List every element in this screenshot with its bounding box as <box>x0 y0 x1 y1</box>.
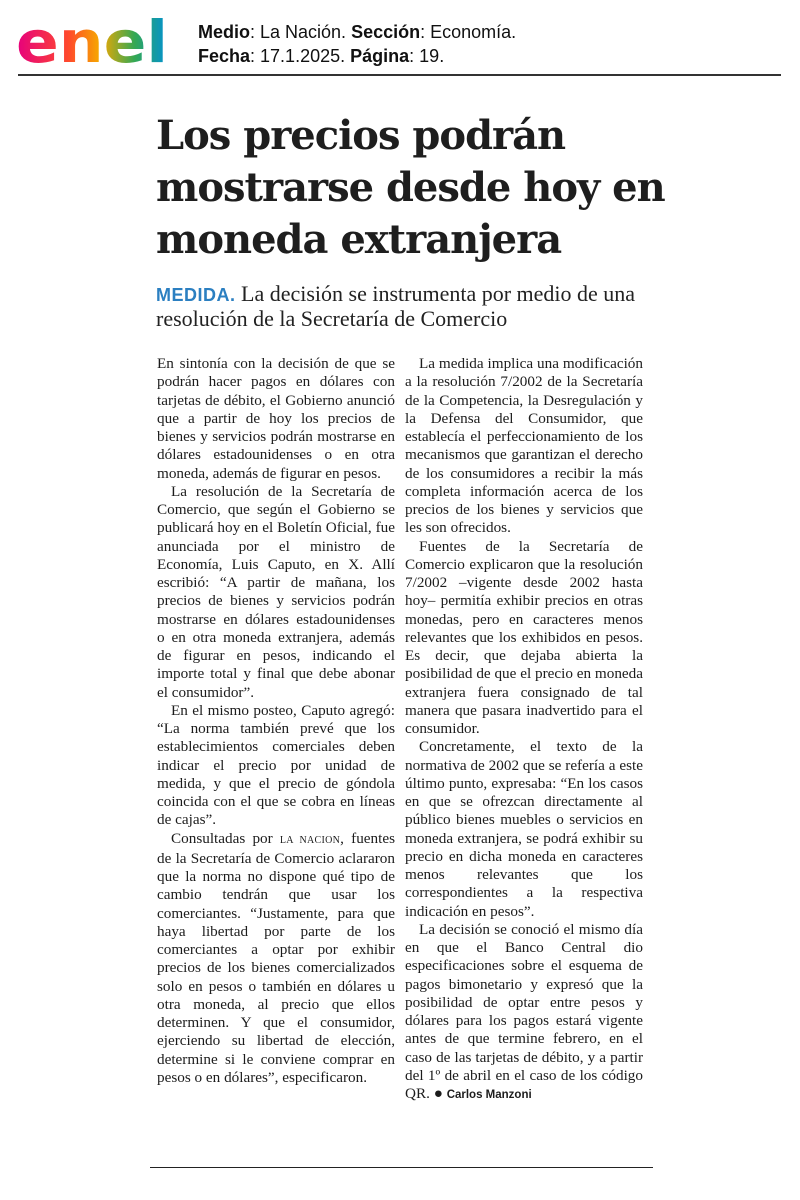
article-deck <box>156 282 676 330</box>
la-nacion-smallcaps: LA NACION <box>279 834 341 846</box>
paragraph <box>157 830 395 1088</box>
paragraph: La resolución de la Secretaría de Comercio, que según el Gobierno se publicará hoy en el Boletín Oficial, fue anunciada por el ministro de Economía, Luis Caputo, en X. Allí escribió: “A partir de mañana, los precios de bienes y servicios podrán mostrarse en dólares estadounidenses o en otra moneda extranjera, además de figurar en pesos, indicando el importe total y final que debe abonar el consumidor”. <box>157 482 395 701</box>
paragraph-start: Consultadas por <box>171 829 273 847</box>
byline-bullet-icon: ● <box>433 1085 443 1102</box>
seccion-value: : Economía. <box>420 22 517 42</box>
paragraph: En sintonía con la decisión de que se podrán hacer pagos en dólares con tarjetas de débito, el Gobierno anunció que a partir de hoy los precios de bienes y servicios podrán mostrarse en dólares estadounidenses o en otra moneda, además de figurar en pesos. <box>157 355 395 482</box>
paragraph: Fuentes de la Secretaría de Comercio explicaron que la resolución 7/2002 –vigente desde 2002 hasta hoy– permitía exhibir precios en otras monedas, pero en caracteres menos relevantes que los exhibidos en pesos. Es decir, que dejaba abierta la posibilidad de que el precio en moneda extranjera fuera consignado de tal manera que pasara inadvertido para el consumidor. <box>405 537 643 737</box>
enel-logo <box>14 8 174 70</box>
medio-value: : La Nación. <box>250 22 347 42</box>
seccion-label: Sección <box>351 22 421 42</box>
clipping-header <box>0 0 800 76</box>
paragraph-text: La decisión se conoció el mismo día en que el Banco Central dio especificaciones sobre el esquema de pagos bimonetario y expresó que la posibilidad de optar entre pesos y dólares para los pagos estará vigente antes de que termine febrero, en el caso de las tarjetas de débito, y a partir del 1º de abril en el caso de los código QR. <box>405 920 643 1102</box>
meta-line-1 <box>198 20 516 44</box>
paragraph-rest: , fuentes de la Secretaría de Comercio aclararon que la norma no dispone qué tipo de cambio tendrán que usar los comerciantes. “Justamente, para que haya libertad por parte de los comerciantes a optar por exhibir precios de los bienes comercializados solo en pesos o también en dólares u otra moneda, al precio que ellos determinen. Y que el consumidor, ejerciendo su libertad de elección, determine si le conviene comprar en pesos o en dólares”, especificaron. <box>157 829 396 1086</box>
header-divider <box>18 74 781 76</box>
paragraph <box>405 921 643 1105</box>
fecha-label: Fecha <box>198 46 251 66</box>
article-column-left <box>157 355 395 1087</box>
meta-line-2 <box>198 44 516 68</box>
svg-text:enel: enel <box>16 8 168 70</box>
paragraph: Concretamente, el texto de la normativa de 2002 que se refería a este último punto, expresaba: “En los casos en que se ofrezcan directamente al público bienes muebles o servicios en moneda extranjera, se podrá exhibir su precio en dicha moneda en caracteres menos relevantes que los correspondientes a la respectiva indicación en pesos”. <box>405 738 643 920</box>
article-headline: Los precios podrán mostrarse desde hoy en moneda extranjera <box>156 112 665 263</box>
paragraph: En el mismo posteo, Caputo agregó: “La norma también prevé que los establecimientos comerciales deben indicar el precio por unidad de medida, y que el precio de góndola coincida con el que se cobra en líneas de cajas”. <box>157 701 395 829</box>
pagina-label: Página <box>350 46 410 66</box>
clipping-meta <box>198 20 516 68</box>
paragraph: La medida implica una modificación a la resolución 7/2002 de la Secretaría de la Competencia, la Desregulación y la Defensa del Consumidor, que establecía el perfeccionamiento de los mecanismos que garantizan el derecho de los consumidores a recibir la más completa información acerca de los precios de los bienes y servicios que les son ofrecidos. <box>405 355 643 537</box>
fecha-value: : 17.1.2025. <box>250 46 346 66</box>
article-kicker: MEDIDA. <box>156 285 236 305</box>
footer-divider <box>150 1167 653 1168</box>
byline: Carlos Manzoni <box>446 1089 532 1101</box>
pagina-value: : 19. <box>409 46 445 66</box>
article-column-right <box>405 355 643 1104</box>
medio-label: Medio <box>198 22 250 42</box>
article-deck-text: La decisión se instrumenta por medio de una resolución de la Secretaría de Comercio <box>156 281 636 331</box>
